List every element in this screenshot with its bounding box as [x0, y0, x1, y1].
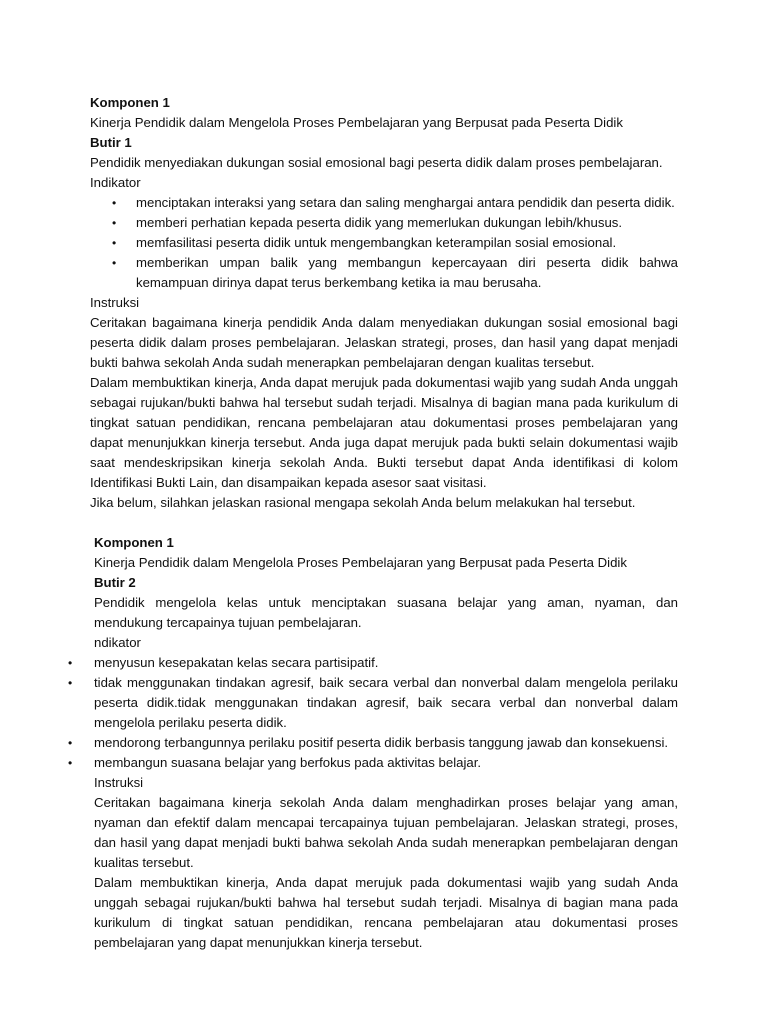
butir-statement: Pendidik menyediakan dukungan sosial emosional bagi peserta didik dalam proses pembelajaran. — [90, 155, 663, 170]
list-item-text: tidak menggunakan tindakan agresif, baik secara verbal dan nonverbal dalam mengelola perilaku peserta didik.tidak menggunakan tindakan agresif, baik secara verbal dan nonverbal dalam mengelola perilaku peserta didik. — [94, 675, 678, 730]
instruction-paragraph: Jika belum, silahkan jelaskan rasional mengapa sekolah Anda belum melakukan hal tersebut. — [90, 495, 636, 510]
list-item — [0, 733, 678, 753]
instruction-paragraph: Dalam membuktikan kinerja, Anda dapat merujuk pada dokumentasi wajib yang sudah Anda unggah sebagai rujukan/bukti bahwa hal tersebut sudah terjadi. Misalnya di bagian mana pada kurikulum di tingkat satuan pendidikan, rencana pembelajaran atau dokumentasi proses pembelajaran yang dapat menunjukkan kinerja tersebut. Anda juga dapat merujuk pada bukti selain dokumentasi wajib saat mendeskripsikan kinerja sekolah Anda. Bukti tersebut dapat Anda identifikasi di kolom Identifikasi Bukti Lain, dan disampaikan kepada asesor saat visitasi. — [90, 375, 678, 490]
list-item-text: menciptakan interaksi yang setara dan saling menghargai antara pendidik dan peserta didik. — [136, 195, 675, 210]
bullet-icon: • — [68, 756, 73, 770]
instruction-paragraph: Ceritakan bagaimana kinerja sekolah Anda dalam menghadirkan proses belajar yang aman, nyaman dan efektif dalam mencapai tercapainya tujuan pembelajaran. Jelaskan strategi, proses, dan hasil yang dapat menjadi bukti bahwa sekolah Anda sudah menerapkan pembelajaran dengan kualitas tersebut. — [94, 795, 678, 870]
butir-heading: Butir 1 — [90, 135, 132, 150]
list-item — [0, 673, 678, 733]
instruksi-label: Instruksi — [90, 295, 140, 310]
list-item — [90, 233, 678, 253]
component-subtitle: Kinerja Pendidik dalam Mengelola Proses Pembelajaran yang Berpusat pada Peserta Didik — [90, 115, 623, 130]
instruction-paragraph: Dalam membuktikan kinerja, Anda dapat merujuk pada dokumentasi wajib yang sudah Anda unggah sebagai rujukan/bukti bahwa hal tersebut sudah terjadi. Misalnya di bagian mana pada kurikulum di tingkat satuan pendidikan, rencana pembelajaran atau dokumentasi proses pembelajaran yang dapat menunjukkan kinerja tersebut. — [94, 875, 678, 950]
list-item — [90, 193, 678, 213]
component-heading: Komponen 1 — [90, 95, 170, 110]
bullet-icon: • — [68, 736, 73, 750]
bullet-icon: • — [112, 196, 117, 210]
butir-heading: Butir 2 — [94, 575, 136, 590]
instruksi-label: Instruksi — [94, 775, 144, 790]
indicator-list — [90, 193, 678, 293]
list-item-text: mendorong terbangunnya perilaku positif peserta didik berbasis tanggung jawab dan konsekuensi. — [94, 735, 669, 750]
list-item-text: menyusun kesepakatan kelas secara partisipatif. — [94, 655, 379, 670]
bullet-icon: • — [112, 216, 117, 230]
butir-statement: Pendidik mengelola kelas untuk menciptakan suasana belajar yang aman, nyaman, dan mendukung tercapainya tujuan pembelajaran. — [94, 595, 678, 630]
list-item-text: membangun suasana belajar yang berfokus pada aktivitas belajar. — [94, 755, 482, 770]
bullet-icon: • — [68, 656, 73, 670]
component-heading: Komponen 1 — [94, 535, 174, 550]
indicator-list — [68, 653, 678, 773]
list-item — [90, 213, 678, 233]
instruction-paragraph: Ceritakan bagaimana kinerja pendidik Anda dalam menyediakan dukungan sosial emosional bagi peserta didik dalam proses pembelajaran. Jelaskan strategi, proses, dan hasil yang dapat menjadi bukti bahwa sekolah Anda sudah menerapkan pembelajaran dengan kualitas tersebut. — [90, 315, 678, 370]
bullet-icon: • — [112, 236, 117, 250]
list-item-text: memfasilitasi peserta didik untuk mengembangkan keterampilan sosial emosional. — [136, 235, 617, 250]
list-item-text: memberikan umpan balik yang membangun kepercayaan diri peserta didik bahwa kemampuan dirinya dapat terus berkembang ketika ia mau berusaha. — [136, 255, 678, 290]
list-item — [0, 653, 678, 673]
indikator-label: Indikator — [90, 175, 141, 190]
indikator-label: ndikator — [94, 635, 141, 650]
bullet-icon: • — [112, 256, 117, 270]
section-butir-1 — [90, 93, 678, 513]
bullet-icon: • — [68, 676, 73, 690]
component-subtitle: Kinerja Pendidik dalam Mengelola Proses Pembelajaran yang Berpusat pada Peserta Didik — [94, 555, 627, 570]
section-butir-2 — [68, 533, 678, 953]
list-item — [0, 753, 678, 773]
list-item — [90, 253, 678, 293]
list-item-text: memberi perhatian kepada peserta didik yang memerlukan dukungan lebih/khusus. — [136, 215, 623, 230]
